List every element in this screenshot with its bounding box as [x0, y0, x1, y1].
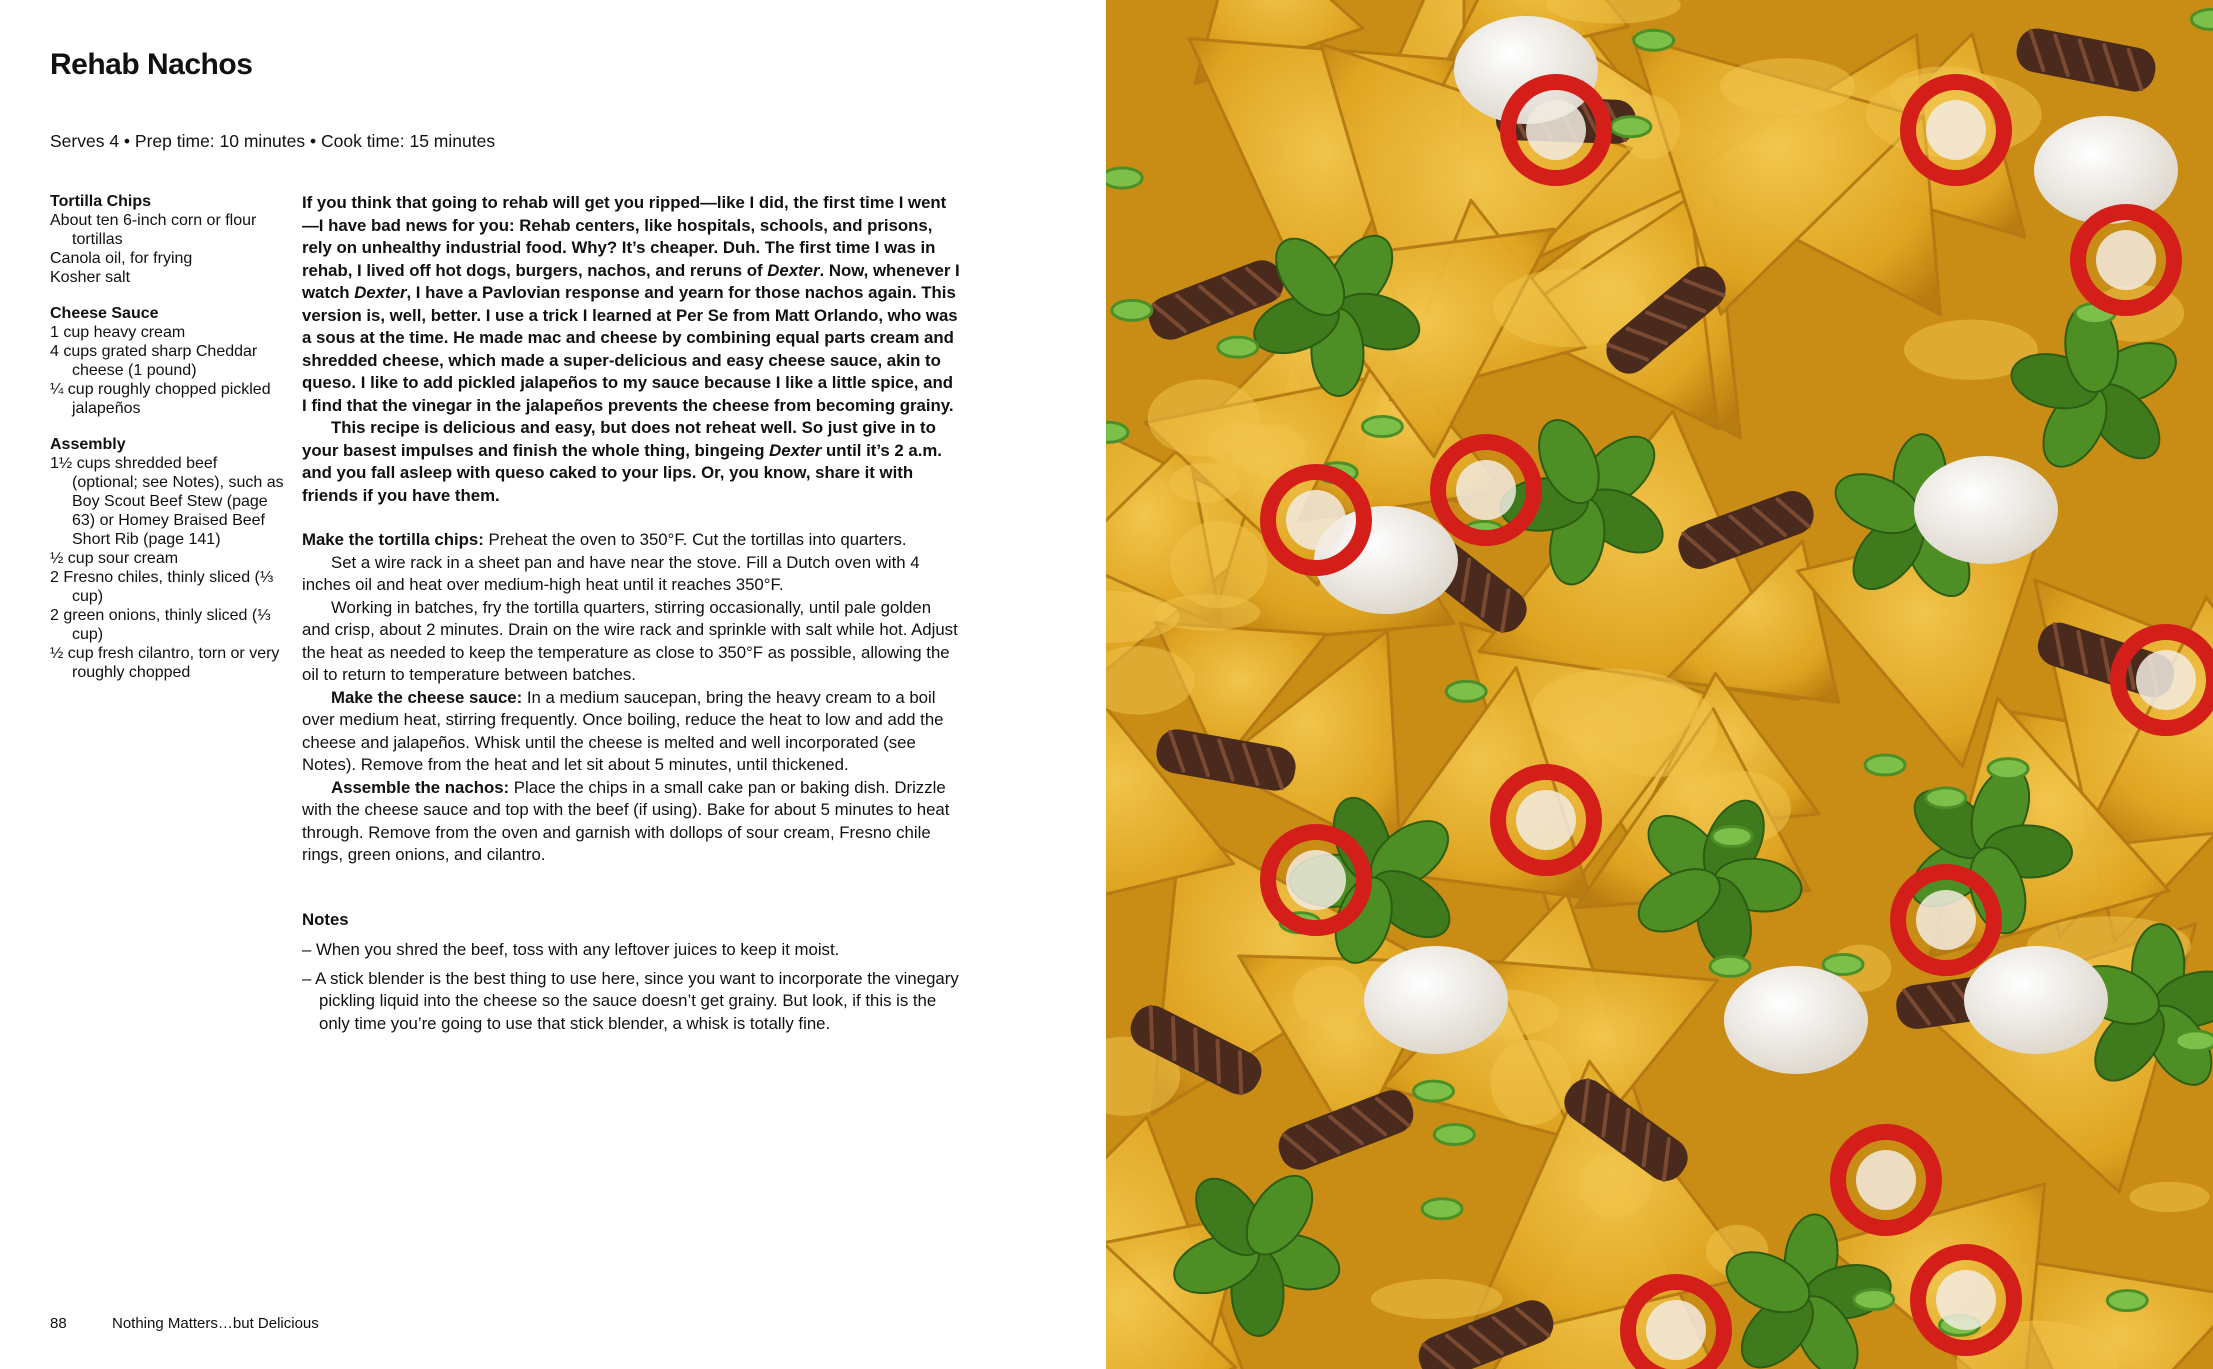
cheese-drip	[1155, 594, 1261, 630]
green-onion-slice	[1112, 300, 1152, 320]
step-text: In a medium saucepan, bring the heavy cream to a boil over medium heat, stirring frequently. Once boiling, reduce the heat to low and add the cheese and jalapeños. Whisk until the cheese is melted and well incorporated (see Notes). Remove from the heat and let sit about 5 minutes, until thickened.	[302, 687, 944, 774]
ingredient-item: 2 green onions, thinly sliced (⅓ cup)	[50, 607, 271, 643]
ingredient-group-heading: Tortilla Chips	[50, 193, 152, 210]
step-text: Place the chips in a small cake pan or baking dish. Drizzle with the cheese sauce and top with the beef (if using). Bake for about 5 minutes to heat through. Remove from the oven and garnish with dollops of sour cream, Fresno chile rings, green onions, and cilantro.	[302, 777, 950, 864]
ingredient-item: About ten 6-inch corn or flour tortillas	[50, 212, 257, 248]
sour-cream-dollop	[1724, 966, 1868, 1074]
green-onion-slice	[2176, 1031, 2213, 1051]
headnote-text: , I have a Pavlovian response and yearn for those nachos again. This version is, well, better. I use a trick I learned at Per Se from Matt Orlando, who was a sous at the time. He made mac and cheese by combining equal parts cream and shredded cheese, which made a super-delicious and easy cheese sauce, akin to queso. I like to add pickled jalapeños to my sauce because I like a little spice, and I find that the vinegar in the jalapeños prevents the cheese from becoming grainy.	[302, 283, 958, 415]
chile-ring-center	[1526, 100, 1586, 160]
headnote-text: until it’s 2 a.m. and you fall asleep with queso caked to your lips. Or, you know, share it with friends if you have them.	[302, 440, 942, 505]
green-onion-slice	[1434, 1124, 1474, 1144]
headnote-paragraph	[302, 417, 962, 507]
ingredient-item: Kosher salt	[50, 269, 131, 286]
method-step	[302, 777, 962, 867]
ingredient-group-heading: Cheese Sauce	[50, 305, 159, 322]
notes-heading: Notes	[302, 909, 349, 929]
ingredient-group-sauce	[50, 304, 285, 418]
green-onion-slice	[1854, 1290, 1894, 1310]
method-step: Set a wire rack in a sheet pan and have near the stove. Fill a Dutch oven with 4 inches oil and heat over medium-high heat until it reaches 350°F.	[302, 552, 920, 594]
note-item: – When you shred the beef, toss with any leftover juices to keep it moist.	[302, 940, 840, 959]
green-onion-slice	[1446, 681, 1486, 701]
cheese-drip	[1720, 58, 1856, 114]
recipe-title: Rehab Nachos	[50, 48, 253, 81]
cheese-drip	[1170, 463, 1240, 503]
method-step	[302, 687, 962, 777]
step-lead: Assemble the nachos:	[331, 777, 510, 797]
chile-ring-center	[1286, 850, 1346, 910]
nachos-photo	[1106, 0, 2213, 1369]
recipe-meta: Serves 4 • Prep time: 10 minutes • Cook time: 15 minutes	[50, 131, 496, 151]
headnote-show-title: Dexter	[354, 283, 407, 302]
ingredient-item: 1½ cups shredded beef (optional; see Notes), such as Boy Scout Beef Stew (page 63) or Homey Braised Beef Short Rib (page 141)	[50, 455, 284, 548]
ingredient-item: 2 Fresno chiles, thinly sliced (⅓ cup)	[50, 569, 274, 605]
green-onion-slice	[1710, 956, 1750, 976]
headnote-text: If you think that going to rehab will get you ripped—like I did, the first time I went—I have bad news for you: Rehab centers, like hospitals, schools, and prisons, rely on unhealthy industrial food. Why? It’s cheaper. Duh. The first time I was in rehab, I lived off hot dogs, burgers, nachos, and reruns of	[302, 193, 947, 280]
green-onion-slice	[2107, 1291, 2147, 1311]
ingredient-item: 1 cup heavy cream	[50, 324, 186, 341]
headnote-paragraph	[302, 192, 962, 417]
chile-ring-center	[1646, 1300, 1706, 1360]
green-onion-slice	[2191, 9, 2213, 29]
cheese-drip	[1532, 669, 1699, 746]
sour-cream-dollop	[1364, 946, 1508, 1054]
ingredient-list	[50, 192, 285, 699]
ingredient-group-chips	[50, 192, 285, 287]
green-onion-slice	[1926, 788, 1966, 808]
green-onion-slice	[1988, 759, 2028, 779]
green-onion-slice	[1865, 755, 1905, 775]
method-step: Working in batches, fry the tortilla quarters, stirring occasionally, until pale golden and crisp, about 2 minutes. Drain on the wire rack and sprinkle with salt while hot. Adjust the heat as needed to keep the temperature as close to 350°F as possible, allowing the oil to return to temperature between batches.	[302, 597, 958, 684]
ingredient-group-assembly	[50, 435, 285, 682]
cheese-drip	[1293, 966, 1365, 1028]
ingredient-group-heading: Assembly	[50, 436, 126, 453]
green-onion-slice	[1634, 30, 1674, 50]
cheese-drip	[1490, 1040, 1570, 1126]
method	[302, 529, 962, 867]
chile-ring-center	[1456, 460, 1516, 520]
green-onion-slice	[1422, 1199, 1462, 1219]
green-onion-slice	[1106, 422, 1128, 442]
recipe-body	[302, 192, 962, 1041]
headnote	[302, 192, 962, 507]
cheese-drip	[1371, 1279, 1502, 1319]
ingredient-item: 4 cups grated sharp Cheddar cheese (1 pound)	[50, 343, 258, 379]
chile-ring-center	[1916, 890, 1976, 950]
running-head: Nothing Matters…but Delicious	[112, 1315, 319, 1332]
green-onion-slice	[1362, 417, 1402, 437]
green-onion-slice	[1712, 826, 1752, 846]
ingredient-item: ½ cup sour cream	[50, 550, 179, 567]
step-lead: Make the cheese sauce:	[331, 687, 523, 707]
sour-cream-dollop	[1964, 946, 2108, 1054]
cheese-drip	[2130, 1182, 2210, 1212]
headnote-show-title: Dexter	[767, 260, 820, 280]
chile-ring-center	[1856, 1150, 1916, 1210]
chile-ring-center	[1516, 790, 1576, 850]
step-lead: Make the tortilla chips:	[302, 530, 484, 549]
sour-cream-dollop	[1914, 456, 2058, 564]
ingredient-item: ¼ cup roughly chopped pickled jalapeños	[50, 381, 271, 417]
green-onion-slice	[1611, 117, 1651, 137]
headnote-show-title: Dexter	[769, 440, 822, 460]
left-page	[0, 0, 1106, 1369]
chile-ring-center	[1926, 100, 1986, 160]
sour-cream-dollop	[1454, 16, 1598, 124]
chile-ring-center	[2136, 650, 2196, 710]
chile-ring-center	[2096, 230, 2156, 290]
method-step	[302, 529, 962, 552]
green-onion-slice	[1413, 1081, 1453, 1101]
chile-ring-center	[1286, 490, 1346, 550]
green-onion-slice	[1218, 337, 1258, 357]
headnote-text: This recipe is delicious and easy, but does not reheat well. So just give in to your basest impulses and finish the whole thing, bingeing	[302, 418, 936, 460]
notes-section	[302, 909, 962, 1036]
chile-ring-center	[1936, 1270, 1996, 1330]
ingredient-item: Canola oil, for frying	[50, 250, 193, 267]
green-onion-slice	[1823, 954, 1863, 974]
green-onion-slice	[1106, 168, 1142, 188]
ingredient-item: ½ cup fresh cilantro, torn or very roughly chopped	[50, 645, 280, 681]
page-number: 88	[50, 1315, 67, 1332]
headnote-text: . Now, whenever I watch	[302, 260, 960, 302]
step-text: Preheat the oven to 350°F. Cut the tortillas into quarters.	[483, 530, 907, 549]
note-item: – A stick blender is the best thing to use here, since you want to incorporate the vinegary pickling liquid into the cheese so the sauce doesn’t get grainy. But look, if this is the only time you’re going to use that stick blender, a whisk is totally fine.	[302, 968, 959, 1033]
nachos-photo-illustration	[1106, 0, 2213, 1369]
